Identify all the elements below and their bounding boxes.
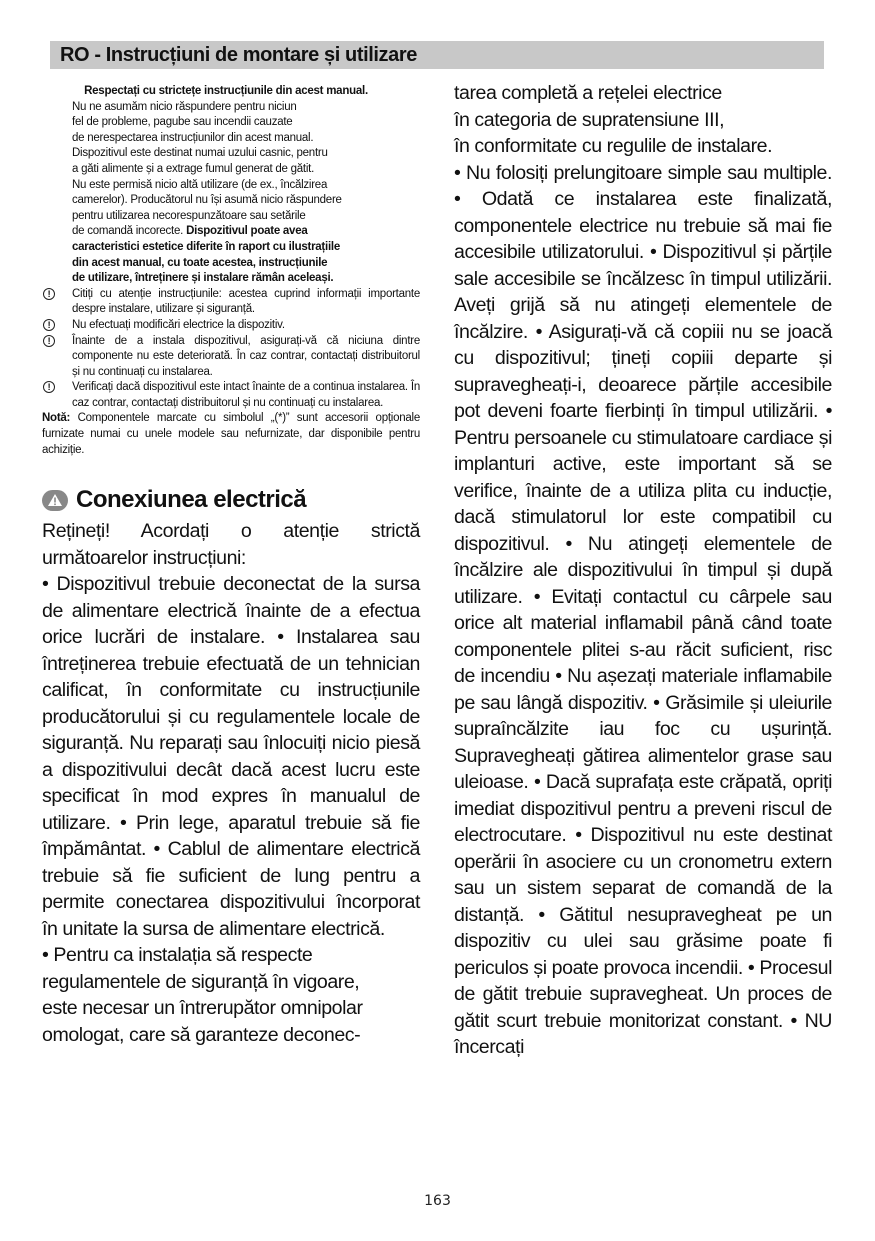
exclamation-circle-icon: ! [43,288,55,300]
warning-triangle-icon [42,490,68,511]
exclamation-circle-icon: ! [43,381,55,393]
warning-item [42,287,420,318]
warning-item [42,380,420,411]
body-line: în categoria de supratensiune III, [454,108,725,131]
body-line: tarea completă a rețelei electrice [454,82,722,104]
note-text: Componentele marcate cu simbolul „(*)” sunt accesorii opționale furnizate numai cu unele modele sau nefurnizate, dar disponibile pentru achiziție. [42,412,420,456]
left-column [42,84,420,1048]
intro-strong-line: Respectați cu strictețe instrucțiunile din acest manual. [84,85,368,97]
intro-line: pentru utilizarea necorespunzătoare sau setările [72,209,306,222]
intro-bold-line: caracteristici estetice diferite în raport cu ilustrațiile [72,240,340,253]
body-line: în conformitate cu regulile de instalare. [454,135,773,157]
page-header: RO - Instrucțiuni de montare și utilizare [50,41,824,69]
section-title-text: Conexiunea electrică [76,486,307,514]
section-title [42,484,420,516]
warning-text: Verificați dacă dispozitivul este intact înainte de a continua instalarea. În caz contrar, contactați distribuitorul și nu continuați cu instalarea. [72,381,420,409]
left-body [42,518,420,1048]
note [42,411,420,458]
warning-item [42,318,420,334]
intro-line: Nu ne asumăm nicio răspundere pentru niciun [72,100,297,113]
warning-text: Nu efectuați modificări electrice la dispozitiv. [72,318,285,331]
paragraph: Rețineți! Acordați o atenție strictă următoarelor instrucțiuni: [42,520,420,569]
paragraph: • Nu folosiți prelungitoare simple sau multiple. • Odată ce instalarea este finalizată, componentele electrice nu trebuie să mai fie accesibile utilizatorului. • Dispozitivul și părțile sale accesibile se încălzesc în timpul utilizării. Aveți grijă să nu atingeți elementele de încălzire. • Asigurați-vă că copiii nu se joacă cu dispozitivul; țineți copiii departe și supravegheați-i, deoarece părțile accesibile pot deveni foarte fierbinți în timpul utilizării. • Pentru persoanele cu stimulatoare cardiace și implanturi active, este important să se verifice, înainte de a utiliza plita cu inducție, dacă stimulatorul lor este compatibil cu dispozitivul. • Nu atingeți elementele de încălzire ale dispozitivului în timpul și după utilizare. • Evitați contactul cu cârpele sau orice alt material inflamabil până când toate componentele plitei s-au răcit suficient, risc de incendiu • Nu așezați materiale inflamabile pe sau lângă dispozitiv. • Grăsimile și uleiurile supraîncălzite iau foc cu ușurință. Supravegheați gătirea alimentelor grase sau uleioase. • Dacă suprafața este crăpată, opriți imediat dispozitivul pentru a preveni riscul de electrocutare. • Dispozitivul nu este destinat operării în asociere cu un cronometru extern sau un sistem separat de comandă de la distanță. • Gătitul nesupravegheat pe un dispozitiv cu ulei sau grăsime poate fi periculos și poate provoca incendii. • Procesul de gătit trebuie supravegheat. Un proces de gătit scurt trebuie monitorizat constant. • NU încercați [454,161,832,1058]
body-line: regulamentele de siguranță în vigoare, [42,970,360,993]
intro-line: Dispozitivul este destinat numai uzului casnic, pentru [72,147,328,160]
intro-block [42,84,420,458]
intro-line: fel de probleme, pagube sau incendii cauzate [72,116,293,129]
intro-line: a găti alimente și a extrage fumul generat de gătit. [72,162,315,175]
intro-bold-line: din acest manual, cu toate acestea, instrucțiunile [72,256,328,269]
body-line: omologat, care să garanteze deconec- [42,1023,361,1046]
exclamation-circle-icon: ! [43,319,55,331]
intro-line: camerelor). Producătorul nu își asumă nicio răspundere [72,194,342,207]
paragraph: • Dispozitivul trebuie deconectat de la sursa de alimentare electrică înainte de a efectua orice lucrări de instalare. • Instalarea sau întreținerea trebuie efectuată de un tehnician calificat, în conformitate cu instrucțiunile producătorului și cu regulamentele locale de siguranță. Nu reparați sau înlocuiți nicio piesă a dispozitivului decât dacă acest lucru este specificat în mod expres în manualul de utilizare. • Prin lege, aparatul trebuie să fie împământat. • Cablul de alimentare electrică trebuie să fie suficient de lung pentru a permite conectarea dispozitivului încorporat în unitate la sursa de alimentare electrică. [42,573,420,940]
intro-line: de comandă incorecte. [72,225,184,238]
intro-line-mixed [42,224,420,240]
note-label: Notă: [42,412,71,425]
intro-bold-start: Dispozitivul poate avea [186,225,308,238]
intro-line: de nerespectarea instrucțiunilor din acest manual. [72,131,314,144]
intro-line: Nu este permisă nicio altă utilizare (de ex., încălzirea [72,178,328,191]
warning-item [42,334,420,381]
right-column [454,80,832,1061]
intro-bold-line: de utilizare, întreținere și instalare rămân aceleași. [72,272,334,285]
body-line: • Pentru ca instalația să respecte [42,944,313,967]
body-line: este necesar un întrerupător omnipolar [42,997,363,1020]
page-number: 163 [424,1193,451,1209]
warning-text: Înainte de a instala dispozitivul, asigurați-vă că niciuna dintre componente nu este deteriorată. În caz contrar, contactați distribuitorul și nu continuați cu instalarea. [72,334,420,378]
exclamation-circle-icon: ! [43,335,55,347]
warning-text: Citiți cu atenție instrucțiunile: acestea cuprind informații importante despre instalare, utilizare și siguranță. [72,287,420,316]
